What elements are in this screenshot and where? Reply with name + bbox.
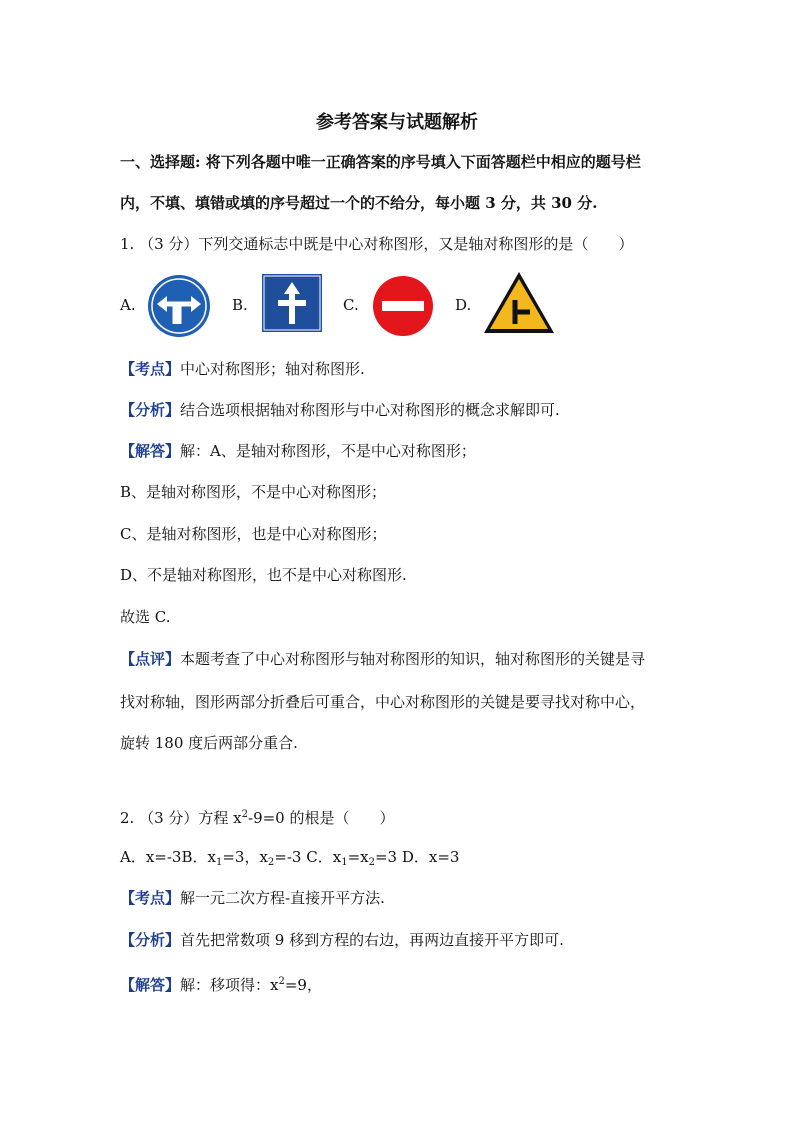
- jieda-tag: 【解答】: [120, 976, 181, 994]
- turn-left-right-sign-icon: [147, 274, 211, 338]
- option-d-label: D.: [455, 296, 472, 314]
- question-2-options: [120, 847, 459, 873]
- question-2-stem: [120, 805, 395, 828]
- q2-jieda-exponent: 2: [278, 976, 285, 987]
- no-entry-sign-icon: [372, 275, 434, 337]
- q2-stem-pre: 2. （3 分）方程 x: [120, 809, 242, 827]
- q1-solution-b: B、是轴对称图形，不是中心对称图形；: [120, 483, 387, 501]
- q2-opt-part1: A．x=-3B．x: [120, 848, 216, 866]
- kaodian-tag: 【考点】: [120, 360, 181, 378]
- q1-jieda-text: 解：A、是轴对称图形，不是中心对称图形；: [180, 442, 476, 460]
- q2-opt-sub3: 1: [341, 857, 348, 868]
- q2-fenxi: [120, 930, 564, 950]
- q1-solution-c: C、是轴对称图形，也是中心对称图形；: [120, 525, 387, 543]
- q2-stem-exponent: 2: [241, 809, 248, 820]
- q2-opt-part4: =x: [347, 848, 369, 866]
- q1-answer: 故选 C.: [120, 608, 171, 626]
- jieda-tag: 【解答】: [120, 442, 181, 460]
- q2-stem-post: -9=0 的根是（ ）: [248, 809, 395, 827]
- section-instruction-line2: 内，不填、填错或填的序号超过一个的不给分，每小题 3 分，共 30 分.: [120, 194, 598, 212]
- option-a-label: A.: [120, 296, 136, 314]
- option-b-label: B.: [232, 296, 248, 314]
- option-c-label: C.: [343, 296, 359, 314]
- q2-kaodian: [120, 888, 385, 908]
- q2-jieda-post: =9，: [284, 976, 322, 994]
- q2-opt-part5: =3 D．x=3: [374, 848, 460, 866]
- q1-dianping-text1: 本题考查了中心对称图形与轴对称图形的知识，轴对称图形的关键是寻: [180, 650, 646, 668]
- kaodian-tag: 【考点】: [120, 889, 181, 907]
- q2-fenxi-text: 首先把常数项 9 移到方程的右边，再两边直接开平方即可.: [180, 931, 564, 949]
- fenxi-tag: 【分析】: [120, 401, 181, 419]
- q2-opt-part3: =-3 C．x: [274, 848, 342, 866]
- q1-kaodian: [120, 359, 365, 379]
- fenxi-tag: 【分析】: [120, 931, 181, 949]
- q2-opt-sub2: 2: [267, 857, 275, 868]
- dianping-tag: 【点评】: [120, 650, 181, 668]
- q1-fenxi-text: 结合选项根据轴对称图形与中心对称图形的概念求解即可.: [180, 401, 560, 419]
- q1-solution-d: D、不是轴对称图形，也不是中心对称图形.: [120, 566, 407, 584]
- section-instruction-line1: 一、选择题: 将下列各题中唯一正确答案的序号填入下面答题栏中相应的题号栏: [120, 153, 641, 171]
- q2-opt-sub4: 2: [368, 857, 375, 868]
- q1-dianping-line2: 找对称轴，图形两部分折叠后可重合，中心对称图形的关键是要寻找对称中心，: [120, 693, 646, 711]
- sign-c-bar: [382, 301, 424, 311]
- q2-opt-sub1: 1: [215, 857, 223, 868]
- page-title: 参考答案与试题解析: [316, 112, 478, 133]
- question-1-stem: 1. （3 分）下列交通标志中既是中心对称图形，又是轴对称图形的是（ ）: [120, 235, 634, 253]
- q1-dianping-line3: 旋转 180 度后两部分重合.: [120, 734, 298, 752]
- q1-kaodian-text: 中心对称图形；轴对称图形.: [180, 360, 365, 378]
- q2-jieda-pre: 解：移项得：x: [180, 976, 279, 994]
- q2-opt-part2: =3，x: [222, 848, 268, 866]
- side-road-warning-sign-icon: [482, 270, 556, 336]
- q1-dianping: [120, 649, 645, 669]
- sign-d-field: [490, 279, 548, 329]
- crossroad-arrow-sign-icon: [262, 274, 322, 332]
- q2-jieda: [120, 972, 322, 995]
- q1-fenxi: [120, 400, 560, 420]
- q2-kaodian-text: 解一元二次方程-直接开平方法.: [180, 889, 385, 907]
- q1-jieda: [120, 441, 476, 461]
